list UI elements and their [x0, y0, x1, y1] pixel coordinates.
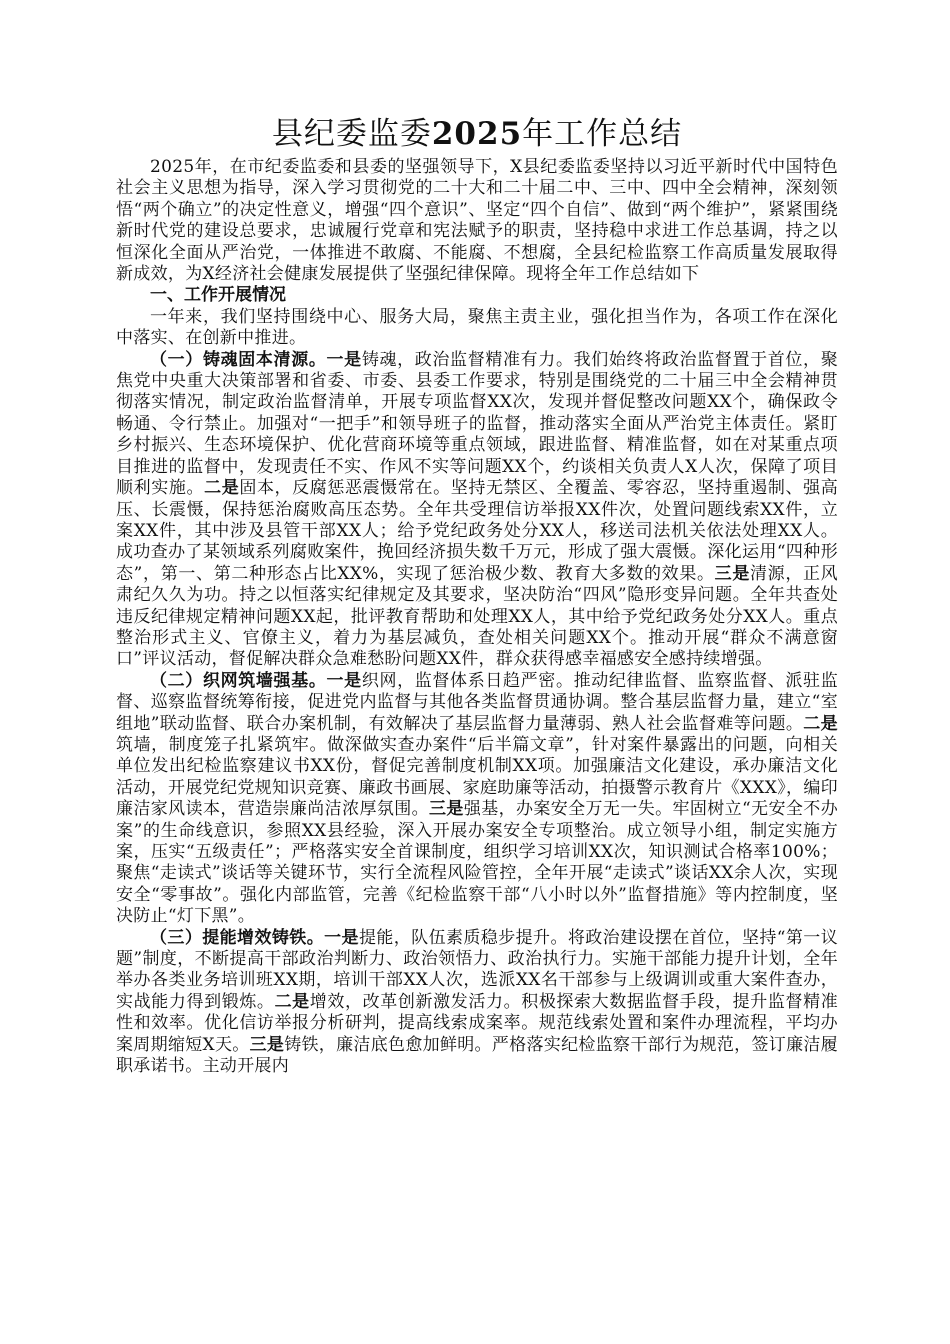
point-text: 增效，改革创新激发活力。积极探索大数据监督手段，提升监督精准性和效率。优化信访举报分析研判，提高线索成案率。规范线索处置和案件办理流程，平均办案周期缩短X天。 — [116, 991, 838, 1055]
document-page — [116, 112, 838, 1077]
subsection-1-heading: （一）铸魂固本清源。 — [150, 349, 327, 370]
point-text: 筑墙，制度笼子扎紧筑牢。做深做实查办案件“后半篇文章”，针对案件暴露出的问题，向相关单位发出纪检监察建议书XX份，督促完善制度机制XX项。加强廉洁文化建设，承办廉洁文化活动，开展党纪党规知识竞赛、廉政书画展、家庭助廉等活动，拍摄警示教育片《XXX》，编印廉洁家风读本，营造崇廉尚洁浓厚氛围。 — [116, 734, 838, 820]
point-text: 固本，反腐惩恶震慑常在。坚持无禁区、全覆盖、零容忍，坚持重遏制、强高压、长震慑，保持惩治腐败高压态势。全年共受理信访举报XX件次，处置问题线索XX件，立案XX件，其中涉及县管干部XX人；给予党纪政务处分XX人，移送司法机关依法处理XX人。成功查办了某领域系列腐败案件，挽回经济损失数千万元，形成了强大震慑。深化运用“四种形态”，第一、第二种形态占比XX%，实现了惩治极少数、教育大多数的效果。 — [116, 478, 838, 584]
point-text: 清源，正风肃纪久久为功。持之以恒落实纪律规定及其要求，坚决防治“四风”隐形变异问题。全年共查处违反纪律规定精神问题XX起，批评教育帮助和处理XX人，其中给予党纪政务处分XX人。重点整治形式主义、官僚主义，着力为基层减负，查处相关问题XX个。推动开展“群众不满意窗口”评议活动，督促解决群众急难愁盼问题XX件，群众获得感幸福感安全感持续增强。 — [116, 563, 838, 670]
intro-paragraph: 2025年，在市纪委监委和县委的坚强领导下，X县纪委监委坚持以习近平新时代中国特色社会主义思想为指导，深入学习贯彻党的二十大和二十届二中、三中、四中全会精神，深刻领悟“两个确立”的决定性意义，增强“四个意识”、坚定“四个自信”、做到“两个维护”，紧紧围绕新时代党的建设总要求，忠诚履行党章和宪法赋予的职责，坚持稳中求进工作总基调，持之以恒深化全面从严治党，一体推进不敢腐、不能腐、不想腐，全县纪检监察工作高质量发展取得新成效，为X经济社会健康发展提供了坚强纪律保障。现将全年工作总结如下 — [116, 157, 838, 285]
subsection-2-paragraph — [116, 671, 838, 928]
subsection-2-heading: （二）织网筑墙强基。 — [150, 670, 327, 691]
point-key: 一是 — [326, 349, 362, 370]
section-heading: 一、工作开展情况 — [150, 285, 286, 306]
subsection-3-paragraph — [116, 928, 838, 1078]
point-text: 铸铁，廉洁底色愈加鲜明。严格落实纪检监察干部行为规范，签订廉洁履职承诺书。主动开展内 — [116, 1034, 838, 1077]
section-intro-paragraph: 一年来，我们坚持围绕中心、服务大局，聚焦主责主业，强化担当作为，各项工作在深化中落实、在创新中推进。 — [116, 306, 838, 349]
point-key: 一是 — [326, 670, 362, 691]
point-key: 二是 — [204, 478, 240, 499]
point-key: 三是 — [714, 563, 751, 584]
document-title — [116, 112, 838, 156]
point-text: 提能，队伍素质稳步提升。将政治建设摆在首位，坚持“第一议题”制度，不断提高干部政治判断力、政治领悟力、政治执行力。实施干部能力提升计划，全年举办各类业务培训班XX期，培训干部XX人次，选派XX名干部参与上级调训或重大案件查办，实战能力得到锻炼。 — [116, 927, 839, 1012]
subsection-1-paragraph — [116, 350, 838, 671]
title-suffix: 年工作总结 — [522, 116, 683, 152]
subsection-3-heading: （三）提能增效铸铁。 — [150, 927, 325, 948]
point-key: 三是 — [249, 1034, 285, 1055]
title-prefix: 县纪委监委 — [271, 116, 432, 152]
point-text: 织网，监督体系日趋严密。推动纪律监督、监察监督、派驻监督、巡察监督统筹衔接，促进党内监督与其他各类监督贯通协调。整合基层监督力量，建立“室组地”联动监督、联合办案机制，有效解决了基层监督力量薄弱、熟人社会监督难等问题。 — [116, 670, 838, 734]
point-text: 强基，办案安全万无一失。牢固树立“无安全不办案”的生命线意识，参照XX县经验，深入开展办案安全专项整治。成立领导小组，制定实施方案，压实“五级责任”；严格落实安全首课制度，组织学习培训XX次，知识测试合格率100%；聚焦“走读式”谈话等关键环节，实行全流程风险管控，全年开展“走读式”谈话XX余人次，实现安全“零事故”。强化内部监管，完善《纪检监察干部“八小时以外”监督措施》等内控制度，坚决防止“灯下黑”。 — [116, 799, 838, 927]
point-text: 铸魂，政治监督精准有力。我们始终将政治监督置于首位，聚焦党中央重大决策部署和省委、市委、县委工作要求，特别是围绕党的二十届三中全会精神贯彻落实情况，制定政治监督清单，开展专项监督XX次，发现并督促整改问题XX个，确保政令畅通、令行禁止。加强对“一把手”和领导班子的监督，推动落实全面从严治党主体责任。紧盯乡村振兴、生态环境保护、优化营商环境等重点领域，跟进监督、精准监督，如在对某重点项目推进的监督中，发现责任不实、作风不实等问题XX个，约谈相关负责人X人次，保障了项目顺利实施。 — [116, 349, 838, 499]
point-key: 一是 — [324, 927, 359, 948]
point-key: 三是 — [429, 799, 464, 820]
point-key: 二是 — [274, 991, 310, 1012]
point-key: 二是 — [803, 713, 838, 734]
title-year: 2025 — [431, 116, 523, 152]
